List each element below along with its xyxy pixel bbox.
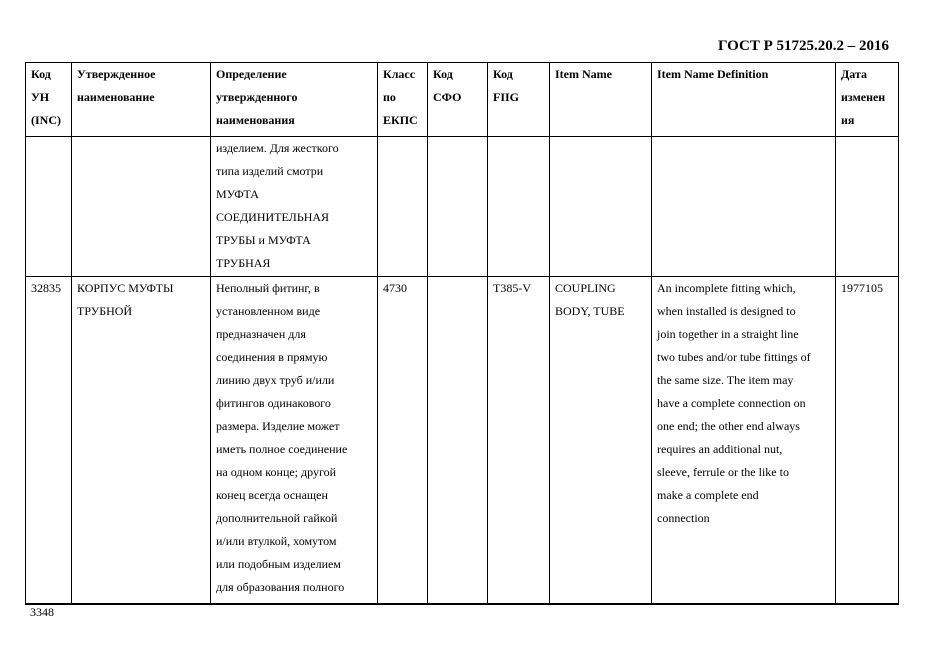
cell-fiig-code bbox=[488, 137, 550, 277]
column-header-ekps-class: Класс по ЕКПС bbox=[378, 63, 428, 137]
cell-inc-code bbox=[26, 137, 72, 277]
classification-table bbox=[25, 62, 899, 605]
cell-item-name bbox=[550, 137, 652, 277]
table-row bbox=[26, 137, 899, 277]
cell-sfo-code bbox=[428, 137, 488, 277]
cell-inc-code: 32835 bbox=[26, 277, 72, 604]
cell-fiig-code: T385-V bbox=[488, 277, 550, 604]
cell-approved-name bbox=[72, 137, 211, 277]
cell-ekps-class bbox=[378, 137, 428, 277]
cell-ekps-class: 4730 bbox=[378, 277, 428, 604]
cell-change-date: 1977105 bbox=[836, 277, 899, 604]
column-header-fiig-code: Код FIIG bbox=[488, 63, 550, 137]
column-header-name-definition: Определение утвержденного наименования bbox=[211, 63, 378, 137]
table-header-row bbox=[26, 63, 899, 137]
cell-name-definition: Неполный фитинг, в установленном виде предназначен для соединения в прямую линию двух труб и/или фитингов одинакового размера. Изделие может иметь полное соединение на одном конце; другой конец всегда оснащен дополнительной гайкой и/или втулкой, хомутом или подобным изделием для образования полного bbox=[211, 277, 378, 604]
cell-item-name-definition: An incomplete fitting which, when installed is designed to join together in a straight line two tubes and/or tube fittings of the same size. The item may have a complete connection on one end; the other end always requires an additional nut, sleeve, ferrule or the like to make a complete end connection bbox=[652, 277, 836, 604]
column-header-change-date: Дата изменен ия bbox=[836, 63, 899, 137]
column-header-sfo-code: Код СФО bbox=[428, 63, 488, 137]
document-standard-header: ГОСТ Р 51725.20.2 – 2016 bbox=[717, 38, 889, 54]
cell-item-name: COUPLING BODY, TUBE bbox=[550, 277, 652, 604]
column-header-inc-code: Код УН (INC) bbox=[26, 63, 72, 137]
cell-sfo-code bbox=[428, 277, 488, 604]
table-row bbox=[26, 277, 899, 604]
column-header-approved-name: Утвержденное наименование bbox=[72, 63, 211, 137]
cell-change-date bbox=[836, 137, 899, 277]
column-header-item-name: Item Name bbox=[550, 63, 652, 137]
page-number: 3348 bbox=[30, 605, 54, 619]
column-header-item-name-definition: Item Name Definition bbox=[652, 63, 836, 137]
cell-name-definition: изделием. Для жесткого типа изделий смотри МУФТА СОЕДИНИТЕЛЬНАЯ ТРУБЫ и МУФТА ТРУБНАЯ bbox=[211, 137, 378, 277]
cell-item-name-definition bbox=[652, 137, 836, 277]
cell-approved-name: КОРПУС МУФТЫ ТРУБНОЙ bbox=[72, 277, 211, 604]
